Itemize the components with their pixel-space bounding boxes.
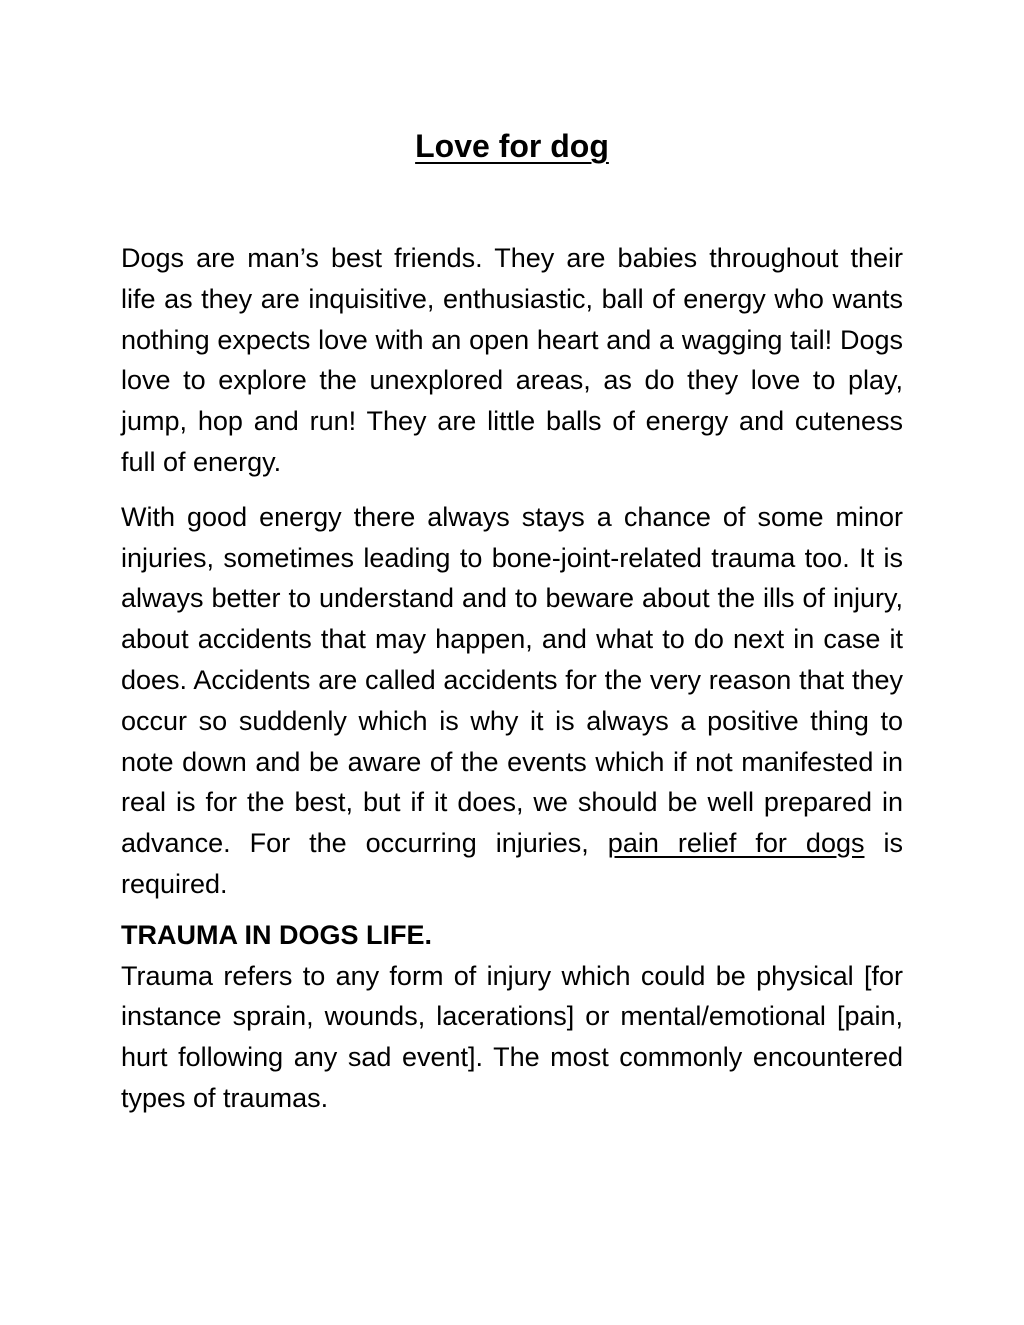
paragraph-injuries-text: With good energy there always stays a chance of some minor injuries, sometimes leading to bone-joint-related trauma too. It is always better to understand and to beware about the ills of injury, about accidents that may happen, and what to do next in case it does. Accidents are called accidents for the very reason that they occur so suddenly which is why it is always a positive thing to note down and be aware of the events which if not manifested in real is for the best, but if it does, we should be well prepared in advance. For the occurring injuries, — [121, 501, 903, 859]
section-heading: TRAUMA IN DOGS LIFE. — [121, 919, 432, 950]
document-body — [121, 238, 903, 1133]
pain-relief-link[interactable]: pain relief for dogs — [607, 828, 865, 859]
paragraph-intro: Dogs are man’s best friends. They are babies throughout their life as they are inquisitive, enthusiastic, ball of energy who wants nothing expects love with an open heart and a wagging tail! Dogs love to explore the unexplored areas, as do they love to play, jump, hop and run! They are little balls of energy and cuteness full of energy. — [121, 243, 903, 477]
paragraph-injuries-tail: is required. — [121, 828, 903, 899]
document-title: Love for dog — [415, 128, 609, 164]
paragraph-injuries — [121, 497, 903, 905]
paragraph-trauma: Trauma refers to any form of injury which could be physical [for instance sprain, wounds, lacerations] or mental/emotional [pain, hurt following any sad event]. The most commonly encountered types of traumas. — [121, 960, 903, 1113]
